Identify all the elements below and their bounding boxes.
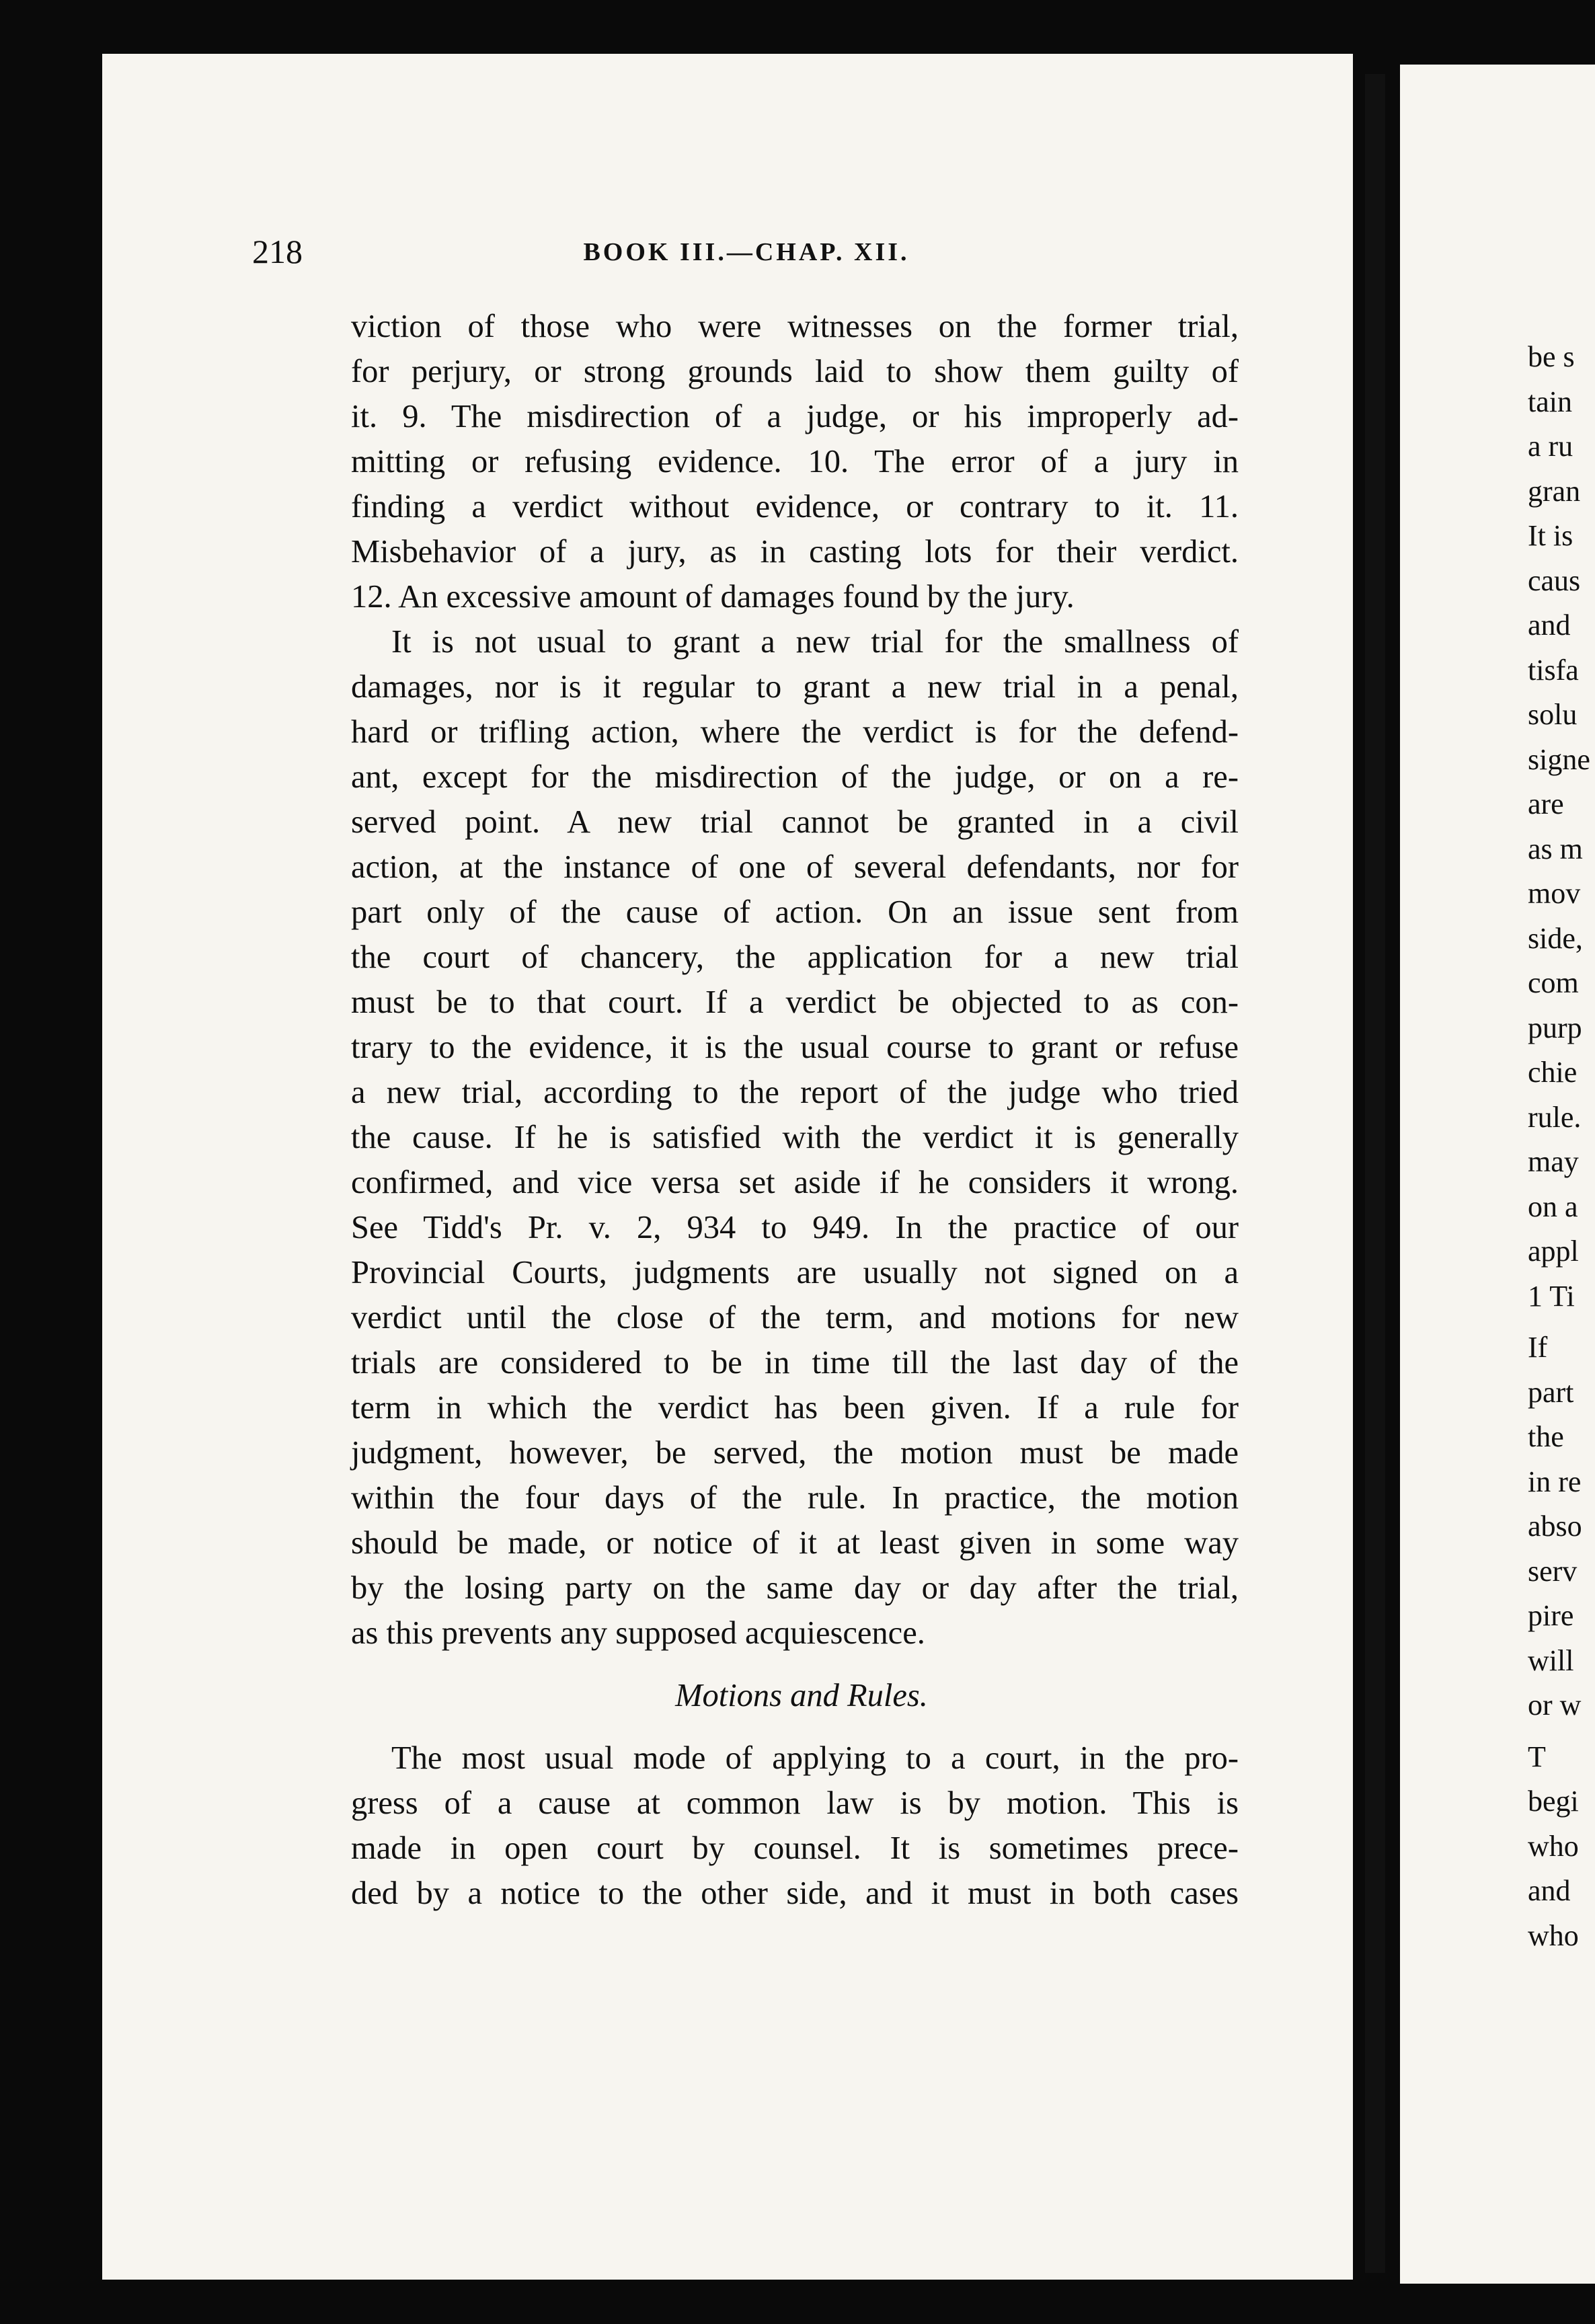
- text-line: a new trial, according to the report of the judge who tried: [351, 1075, 1239, 1110]
- facing-line: as m: [1528, 832, 1583, 865]
- text-line: part only of the cause of action. On an issue sent from: [351, 894, 1239, 930]
- page-gutter: [1365, 74, 1385, 2273]
- text-line: confirmed, and vice versa set aside if he considers it wrong.: [351, 1165, 1239, 1200]
- facing-line: and: [1528, 609, 1571, 642]
- text-line: term in which the verdict has been given. If a rule for: [351, 1390, 1239, 1426]
- text-line: made in open court by counsel. It is sometimes prece-: [351, 1830, 1239, 1866]
- facing-line: chie: [1528, 1056, 1578, 1089]
- facing-line: on a: [1528, 1190, 1578, 1223]
- text-line: ant, except for the misdirection of the judge, or on a re-: [351, 759, 1239, 795]
- facing-line: may: [1528, 1145, 1579, 1178]
- facing-line: T: [1528, 1740, 1546, 1773]
- facing-line: will: [1528, 1643, 1574, 1677]
- running-head: BOOK III.—CHAP. XII.: [583, 238, 910, 266]
- text-line: action, at the instance of one of several defendants, nor for: [351, 849, 1239, 885]
- text-line: The most usual mode of applying to a court, in the pro-: [391, 1740, 1239, 1776]
- facing-line: caus: [1528, 564, 1581, 597]
- facing-line: the: [1528, 1420, 1564, 1453]
- facing-line: a ru: [1528, 430, 1573, 463]
- body-text: [351, 304, 1239, 1916]
- text-line: It is not usual to grant a new trial for the smallness of: [391, 624, 1239, 660]
- text-line: trials are considered to be in time till the last day of the: [351, 1345, 1239, 1381]
- text-line: damages, nor is it regular to grant a new trial in a penal,: [351, 669, 1239, 705]
- text-line: must be to that court. If a verdict be objected to as con-: [351, 984, 1239, 1020]
- text-line: the cause. If he is satisfied with the verdict it is generally: [351, 1120, 1239, 1155]
- facing-page-text: [1528, 335, 1595, 1958]
- text-line: it. 9. The misdirection of a judge, or his improperly ad-: [351, 399, 1239, 434]
- text-line: should be made, or notice of it at least given in some way: [351, 1525, 1239, 1561]
- facing-line: who: [1528, 1919, 1579, 1952]
- facing-line: and: [1528, 1874, 1571, 1907]
- facing-line: solu: [1528, 698, 1578, 731]
- text-line: Provincial Courts, judgments are usually not signed on a: [351, 1255, 1239, 1290]
- text-line: viction of those who were witnesses on the former trial,: [351, 309, 1239, 344]
- facing-line: be s: [1528, 340, 1575, 373]
- text-line: finding a verdict without evidence, or contrary to it. 11.: [351, 489, 1239, 525]
- text-line: ded by a notice to the other side, and it must in both cases: [351, 1875, 1239, 1911]
- facing-line: 1 Ti: [1528, 1279, 1575, 1313]
- text-line: 12. An excessive amount of damages found by the jury.: [351, 579, 1075, 615]
- page-header: [252, 232, 1241, 272]
- text-line: within the four days of the rule. In practice, the motion: [351, 1480, 1239, 1516]
- facing-line: gran: [1528, 474, 1581, 508]
- facing-line: serv: [1528, 1554, 1578, 1588]
- text-line: as this prevents any supposed acquiescence.: [351, 1615, 925, 1651]
- facing-line: in re: [1528, 1465, 1582, 1498]
- facing-line: If: [1528, 1331, 1548, 1364]
- text-line: judgment, however, be served, the motion must be made: [351, 1435, 1239, 1471]
- facing-line: are: [1528, 787, 1564, 820]
- facing-line: begi: [1528, 1785, 1579, 1818]
- facing-line: mov: [1528, 877, 1581, 910]
- facing-line: purp: [1528, 1011, 1582, 1044]
- text-line: for perjury, or strong grounds laid to show them guilty of: [351, 354, 1239, 389]
- page-number: 218: [252, 233, 303, 270]
- facing-line: who: [1528, 1829, 1579, 1863]
- section-heading: Motions and Rules.: [675, 1678, 928, 1713]
- facing-line: or w: [1528, 1689, 1582, 1721]
- facing-line: rule.: [1528, 1100, 1582, 1134]
- facing-line: side,: [1528, 921, 1583, 955]
- text-line: the court of chancery, the application for a new trial: [351, 939, 1239, 975]
- text-line: hard or trifling action, where the verdict is for the defend-: [351, 714, 1239, 750]
- facing-line: tain: [1528, 385, 1572, 418]
- text-line: served point. A new trial cannot be granted in a civil: [351, 804, 1239, 840]
- text-line: mitting or refusing evidence. 10. The error of a jury in: [351, 444, 1239, 479]
- facing-line: abso: [1528, 1510, 1582, 1543]
- facing-line: appl: [1528, 1235, 1579, 1268]
- facing-line: It is: [1528, 519, 1573, 552]
- text-line: gress of a cause at common law is by motion. This is: [351, 1785, 1239, 1821]
- facing-line: part: [1528, 1375, 1574, 1409]
- facing-line: pire: [1528, 1599, 1574, 1632]
- text-line: See Tidd's Pr. v. 2, 934 to 949. In the practice of our: [351, 1210, 1239, 1245]
- text-line: by the losing party on the same day or day after the trial,: [351, 1570, 1239, 1606]
- text-line: Misbehavior of a jury, as in casting lots for their verdict.: [351, 534, 1239, 570]
- facing-line: tisfa: [1528, 653, 1579, 687]
- text-line: trary to the evidence, it is the usual course to grant or refuse: [351, 1030, 1239, 1065]
- facing-line: signe: [1528, 742, 1590, 776]
- text-line: verdict until the close of the term, and motions for new: [351, 1300, 1239, 1335]
- facing-line: com: [1528, 966, 1579, 999]
